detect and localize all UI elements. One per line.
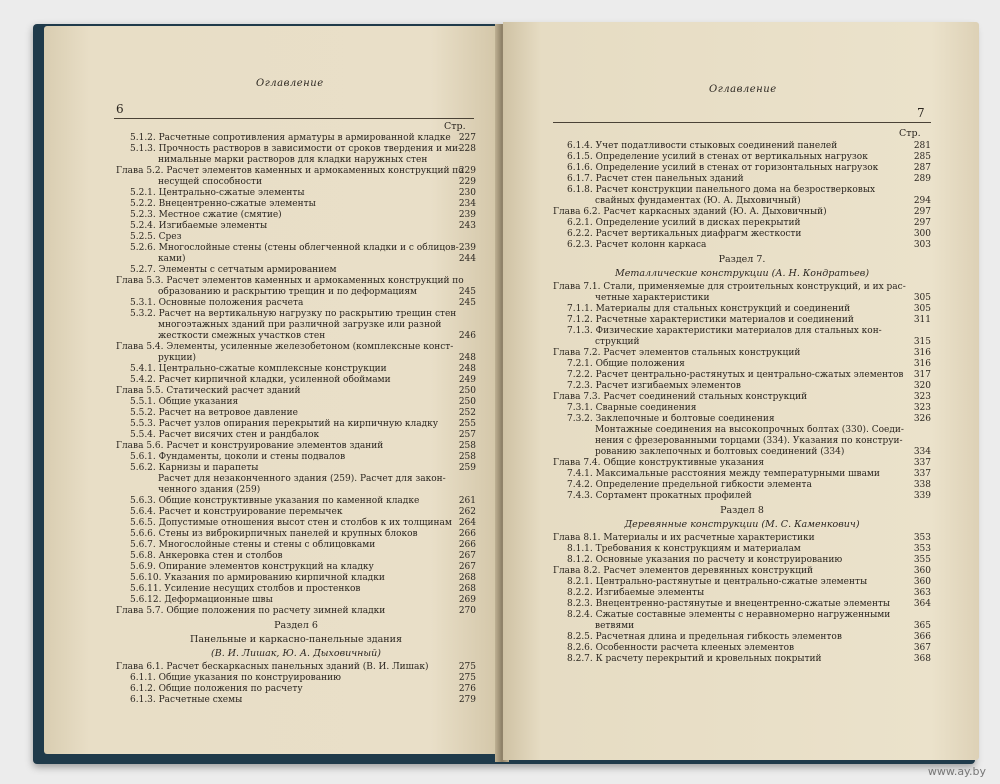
toc-entry-page: 368 [913,654,931,664]
toc-entry [116,529,476,540]
toc-entry-title: Монтажные соединения на высокопрочных болтах (330). Соеди- [595,425,904,435]
toc-entry [553,447,931,458]
toc-entry-page: 269 [458,595,476,605]
toc-entry [116,353,476,364]
toc-entry [116,551,476,562]
toc-entry-title: 6.1.8. Расчет конструкции панельного дома на безростверковых [567,185,876,195]
toc-entry-page: 334 [913,447,931,457]
toc-entry [116,507,476,518]
toc-entry-page: 250 [458,386,476,396]
toc-entry [116,673,476,684]
toc-entry [553,577,931,588]
toc-entry-page: 268 [458,584,476,594]
toc-entry-title: Глава 5.6. Расчет и конструирование элементов зданий [116,441,384,451]
toc-entry-title: 8.1.1. Требования к конструкциям и материалам [567,544,801,554]
toc-entry-title: 5.1.3. Прочность растворов в зависимости от сроков твердения и ми- [130,144,462,154]
toc-entry-page: 353 [913,533,931,543]
toc-entry-title: ветвями [595,621,635,631]
toc-entry-title: несущей способности [158,177,262,187]
toc-entry-title: 7.1.1. Материалы для стальных конструкций и соединений [567,304,851,314]
toc-entry-page: 243 [458,221,476,231]
toc-entry-page: 239 [458,243,476,253]
toc-entry-page: 285 [913,152,931,162]
toc-entry-page: 252 [458,408,476,418]
toc-entry [116,243,476,254]
toc-entry-page: 275 [458,662,476,672]
toc-entry-page: 323 [913,403,931,413]
toc-entry-title: 8.2.2. Изгибаемые элементы [567,588,705,598]
toc-entry-title: 6.1.4. Учет податливости стыковых соединений панелей [567,141,838,151]
toc-entry-page: 249 [458,375,476,385]
toc-entry-page: 275 [458,673,476,683]
right-page-number: 7 [917,106,925,120]
toc-entry [553,174,931,185]
toc-entry-title: рованию заклепочных и болтовых соединений (334) [595,447,845,457]
toc-entry-title: ками) [158,254,186,264]
toc-entry-page: 229 [458,166,476,176]
toc-entry-title: 5.4.1. Центрально-сжатые комплексные конструкции [130,364,387,374]
toc-entry-title: нения с фрезерованными торцами (334). Указания по конструи- [595,436,903,446]
toc-entry [553,240,931,251]
toc-entry-title: Глава 8.1. Материалы и их расчетные характеристики [553,533,815,543]
toc-entry-title: 5.2.3. Местное сжатие (смятие) [130,210,282,220]
toc-entry-title: Глава 5.4. Элементы, усиленные железобетоном (комплексные конст- [116,342,454,352]
toc-entry [553,566,931,577]
toc-entry-title: 5.6.2. Карнизы и парапеты [130,463,259,473]
toc-entry-page: 257 [458,430,476,440]
toc-entry-page: 355 [913,555,931,565]
toc-entry [116,144,476,155]
toc-entry-title: 5.6.1. Фундаменты, цоколи и стены подвалов [130,452,346,462]
toc-entry [553,381,931,392]
toc-entry-title: 5.2.4. Изгибаемые элементы [130,221,268,231]
toc-entry [116,276,476,287]
toc-entry [553,282,931,293]
toc-entry-page: 323 [913,392,931,402]
toc-entry [116,320,476,331]
toc-entry-page: 367 [913,643,931,653]
toc-entry-title: 7.2.3. Расчет изгибаемых элементов [567,381,741,391]
toc-entry [553,632,931,643]
toc-entry-title: 6.1.6. Определение усилий в стенах от горизонтальных нагрузок [567,163,879,173]
toc-entry-title: нимальные марки растворов для кладки наружных стен [158,155,428,165]
toc-entry-title: Глава 6.1. Расчет бескаркасных панельных зданий (В. И. Лишак) [116,662,429,672]
toc-entry [553,163,931,174]
toc-entry-page: 248 [458,364,476,374]
toc-entry [116,364,476,375]
toc-entry-title: 7.3.2. Заклепочные и болтовые соединения [567,414,775,424]
toc-entry-title: 5.5.1. Общие указания [130,397,239,407]
section-6-authors: (В. И. Лишак, Ю. А. Дыховичный) [211,648,381,659]
toc-entry-title: 7.1.2. Расчетные характеристики материалов и соединений [567,315,854,325]
toc-entry-page: 258 [458,441,476,451]
toc-entry [116,199,476,210]
toc-entry-title: 5.6.3. Общие конструктивные указания по каменной кладке [130,496,420,506]
toc-entry [553,370,931,381]
toc-entry-title: Глава 5.2. Расчет элементов каменных и армокаменных конструкций по [116,166,464,176]
toc-entry-page: 337 [913,458,931,468]
toc-entry [553,621,931,632]
toc-entry-title: 6.2.1. Определение усилий в дисках перекрытий [567,218,801,228]
toc-entry-title: 7.1.3. Физические характеристики материалов для стальных кон- [567,326,882,336]
toc-entry [553,480,931,491]
toc-entry [116,452,476,463]
toc-entry-title: 6.1.5. Определение усилий в стенах от вертикальных нагрузок [567,152,868,162]
right-page-header: Оглавление [709,84,777,95]
toc-entry [116,221,476,232]
toc-entry [553,610,931,621]
toc-entry [116,419,476,430]
toc-entry [116,518,476,529]
toc-entry-title: 5.1.2. Расчетные сопротивления арматуры в армированной кладке [130,133,451,143]
toc-entry [116,485,476,496]
toc-entry-title: 7.4.2. Определение предельной гибкости элемента [567,480,812,490]
toc-entry [116,287,476,298]
toc-entry-title: 7.4.1. Максимальные расстояния между температурными швами [567,469,880,479]
toc-entry-page: 338 [913,480,931,490]
section-6-title: Раздел 6 [274,620,318,631]
toc-entry [553,588,931,599]
toc-entry-page: 315 [913,337,931,347]
toc-entry [553,414,931,425]
toc-entry-title: 5.6.7. Многослойные стены и стены с облицовками [130,540,376,550]
toc-entry-title: 8.2.6. Особенности расчета клееных элементов [567,643,795,653]
toc-entry [553,293,931,304]
toc-entry-page: 266 [458,540,476,550]
toc-entry [116,133,476,144]
toc-entry-page: 289 [913,174,931,184]
toc-entry-page: 267 [458,562,476,572]
toc-entry-page: 303 [913,240,931,250]
toc-entry-page: 244 [458,254,476,264]
toc-entry-page: 360 [913,577,931,587]
toc-entry-page: 266 [458,529,476,539]
toc-entry-page: 363 [913,588,931,598]
toc-entry [553,643,931,654]
toc-entry [116,562,476,573]
toc-entry [553,654,931,665]
toc-entry [116,540,476,551]
toc-entry-title: 8.2.4. Сжатые составные элементы с неравномерно нагруженными [567,610,891,620]
toc-entry-page: 316 [913,348,931,358]
toc-entry-title: 5.4.2. Расчет кирпичной кладки, усиленной обоймами [130,375,391,385]
toc-entry-title: Глава 5.7. Общие положения по расчету зимней кладки [116,606,386,616]
toc-entry-page: 259 [458,463,476,473]
toc-entry-title: жесткости смежных участков стен [158,331,326,341]
toc-entry-title: 8.2.1. Центрально-растянутые и центрально-сжатые элементы [567,577,868,587]
toc-entry-page: 305 [913,293,931,303]
toc-entry-title: 5.6.4. Расчет и конструирование перемычек [130,507,343,517]
toc-entry [116,474,476,485]
toc-entry-title: 5.2.7. Элементы с сетчатым армированием [130,265,337,275]
section-8-subtitle: Деревянные конструкции (М. С. Каменкович) [624,519,860,530]
toc-entry-page: 317 [913,370,931,380]
toc-entry [116,155,476,166]
toc-entry-page: 250 [458,397,476,407]
left-page-col-header: Стр. [444,121,466,132]
toc-entry [116,375,476,386]
toc-entry-page: 230 [458,188,476,198]
toc-entry-page: 245 [458,287,476,297]
toc-entry [116,496,476,507]
toc-entry [116,386,476,397]
toc-entry-page: 239 [458,210,476,220]
toc-entry [553,348,931,359]
toc-entry-title: 6.1.2. Общие положения по расчету [130,684,303,694]
toc-entry-page: 305 [913,304,931,314]
toc-entry-title: Глава 6.2. Расчет каркасных зданий (Ю. А. Дыховичный) [553,207,827,217]
section-7-title: Раздел 7. [718,254,766,265]
toc-entry-title: четные характеристики [595,293,710,303]
toc-entry-title: рукции) [158,353,196,363]
toc-entry-page: 287 [913,163,931,173]
toc-entry-page: 294 [913,196,931,206]
toc-entry-title: ченного здания (259) [158,485,261,495]
section-8-title: Раздел 8 [720,505,764,516]
toc-entry [553,304,931,315]
toc-entry-page: 255 [458,419,476,429]
toc-entry-page: 234 [458,199,476,209]
toc-entry-page: 276 [458,684,476,694]
toc-entry-page: 365 [913,621,931,631]
toc-entry [553,599,931,610]
toc-entry-title: 5.6.6. Стены из виброкирпичных панелей и крупных блоков [130,529,418,539]
toc-entry-title: 5.5.3. Расчет узлов опирания перекрытий на кирпичную кладку [130,419,439,429]
toc-entry-page: 246 [458,331,476,341]
toc-entry-title: 6.1.7. Расчет стен панельных зданий [567,174,744,184]
toc-entry-page: 258 [458,452,476,462]
toc-entry-title: Глава 7.1. Стали, применяемые для строительных конструкций, и их рас- [553,282,906,292]
toc-entry [553,392,931,403]
toc-entry-title: 5.6.8. Анкеровка стен и столбов [130,551,283,561]
toc-entry-page: 326 [913,414,931,424]
toc-entry-title: Глава 7.2. Расчет элементов стальных конструкций [553,348,801,358]
toc-entry-page: 245 [458,298,476,308]
toc-entry-title: 6.2.3. Расчет колонн каркаса [567,240,707,250]
toc-entry-page: 228 [458,144,476,154]
toc-entry-title: 5.6.11. Усиление несущих столбов и простенков [130,584,361,594]
toc-entry [116,166,476,177]
toc-entry [553,544,931,555]
toc-entry [553,458,931,469]
toc-entry-title: 5.5.4. Расчет висячих стен и рандбалок [130,430,320,440]
left-toc [116,133,476,706]
toc-entry-page: 281 [913,141,931,151]
toc-entry-title: Глава 7.4. Общие конструктивные указания [553,458,765,468]
toc-entry-title: 5.6.10. Указания по армированию кирпичной кладки [130,573,385,583]
toc-entry-title: 5.6.12. Деформационные швы [130,595,273,605]
toc-entry-title: 6.2.2. Расчет вертикальных диафрагм жесткости [567,229,802,239]
toc-entry-page: 337 [913,469,931,479]
toc-entry [116,463,476,474]
toc-entry [116,177,476,188]
toc-entry [553,141,931,152]
toc-entry-title: многоэтажных зданий при различной загрузке или разной [158,320,442,330]
toc-entry [116,695,476,706]
toc-entry [553,315,931,326]
toc-entry-title: 8.2.7. К расчету перекрытий и кровельных покрытий [567,654,822,664]
toc-entry-title: 7.3.1. Сварные соединения [567,403,697,413]
toc-entry [553,403,931,414]
toc-entry [116,595,476,606]
toc-entry-page: 311 [913,315,931,325]
toc-entry-page: 279 [458,695,476,705]
left-page [44,26,499,754]
toc-entry [553,359,931,370]
toc-entry [553,185,931,196]
watermark: www.ay.by [927,765,986,778]
toc-entry [116,662,476,673]
section-6-subtitle: Панельные и каркасно-панельные здания [190,634,402,645]
left-page-number: 6 [116,102,124,116]
right-page-col-header: Стр. [899,128,921,139]
toc-entry-title: 5.3.1. Основные положения расчета [130,298,304,308]
toc-entry [553,229,931,240]
toc-entry [553,469,931,480]
toc-entry [116,298,476,309]
toc-entry-page: 262 [458,507,476,517]
toc-entry [553,491,931,502]
toc-entry-title: 5.6.5. Допустимые отношения высот стен и столбов к их толщинам [130,518,452,528]
toc-entry-page: 297 [913,207,931,217]
toc-entry-page: 360 [913,566,931,576]
toc-entry [553,425,931,436]
toc-entry-title: 5.6.9. Опирание элементов конструкций на кладку [130,562,374,572]
toc-entry [116,430,476,441]
toc-entry-page: 353 [913,544,931,554]
toc-entry [116,684,476,695]
toc-entry [116,232,476,243]
toc-entry [553,196,931,207]
toc-entry [116,342,476,353]
toc-entry [116,265,476,276]
toc-entry-title: 5.5.2. Расчет на ветровое давление [130,408,298,418]
toc-entry [553,218,931,229]
toc-entry-title: 8.1.2. Основные указания по расчету и конструированию [567,555,843,565]
toc-entry-page: 300 [913,229,931,239]
toc-entry-title: струкций [595,337,640,347]
toc-entry-page: 316 [913,359,931,369]
toc-entry-page: 264 [458,518,476,528]
left-page-header: Оглавление [256,78,324,89]
toc-entry-title: 5.2.6. Многослойные стены (стены облегченной кладки и с облицов- [130,243,459,253]
toc-entry-title: 8.2.3. Внецентренно-растянутые и внецентренно-сжатые элементы [567,599,891,609]
toc-entry-title: Глава 5.5. Статический расчет зданий [116,386,301,396]
toc-entry [553,152,931,163]
toc-entry-page: 320 [913,381,931,391]
toc-entry-title: свайных фундаментах (Ю. А. Дыховичный) [595,196,801,206]
right-page [503,22,979,760]
right-toc [553,141,931,665]
toc-entry-page: 339 [913,491,931,501]
toc-entry-title: 7.2.1. Общие положения [567,359,685,369]
toc-entry [116,331,476,342]
toc-entry [553,436,931,447]
toc-entry-page: 364 [913,599,931,609]
toc-entry [553,326,931,337]
toc-entry [553,337,931,348]
toc-entry-title: 6.1.1. Общие указания по конструированию [130,673,341,683]
toc-entry [116,584,476,595]
toc-entry-title: 6.1.3. Расчетные схемы [130,695,243,705]
toc-entry-title: 5.2.2. Внецентренно-сжатые элементы [130,199,316,209]
toc-entry [553,207,931,218]
toc-entry-page: 270 [458,606,476,616]
toc-entry-title: Глава 7.3. Расчет соединений стальных конструкций [553,392,808,402]
toc-entry-page: 366 [913,632,931,642]
right-header-rule [553,122,931,123]
toc-entry [116,606,476,617]
toc-entry-title: Глава 5.3. Расчет элементов каменных и армокаменных конструкций по [116,276,464,286]
toc-entry-page: 297 [913,218,931,228]
toc-entry [553,533,931,544]
toc-entry [116,573,476,584]
toc-entry-title: Расчет для незаконченного здания (259). Расчет для закон- [158,474,446,484]
toc-entry-title: 7.2.2. Расчет центрально-растянутых и центрально-сжатых элементов [567,370,904,380]
toc-entry-title: Глава 8.2. Расчет элементов деревянных конструкций [553,566,814,576]
toc-entry-page: 268 [458,573,476,583]
toc-entry-title: 8.2.5. Расчетная длина и предельная гибкость элементов [567,632,842,642]
toc-entry-page: 227 [458,133,476,143]
toc-entry [116,441,476,452]
toc-entry [116,397,476,408]
toc-entry-title: образованию и раскрытию трещин и по деформациям [158,287,418,297]
toc-entry [553,555,931,566]
toc-entry-page: 261 [458,496,476,506]
toc-entry [116,254,476,265]
toc-entry-page: 267 [458,551,476,561]
toc-entry-page: 229 [458,177,476,187]
toc-entry [116,408,476,419]
toc-entry-title: 5.3.2. Расчет на вертикальную нагрузку по раскрытию трещин стен [130,309,457,319]
toc-entry [116,210,476,221]
toc-entry-title: 5.2.1. Центрально-сжатые элементы [130,188,305,198]
toc-entry-title: 5.2.5. Срез [130,232,182,242]
section-7-subtitle: Металлические конструкции (А. Н. Кондратьев) [614,268,870,279]
toc-entry-title: 7.4.3. Сортамент прокатных профилей [567,491,752,501]
left-header-rule [114,118,474,119]
toc-entry [116,309,476,320]
toc-entry [116,188,476,199]
toc-entry-page: 248 [458,353,476,363]
